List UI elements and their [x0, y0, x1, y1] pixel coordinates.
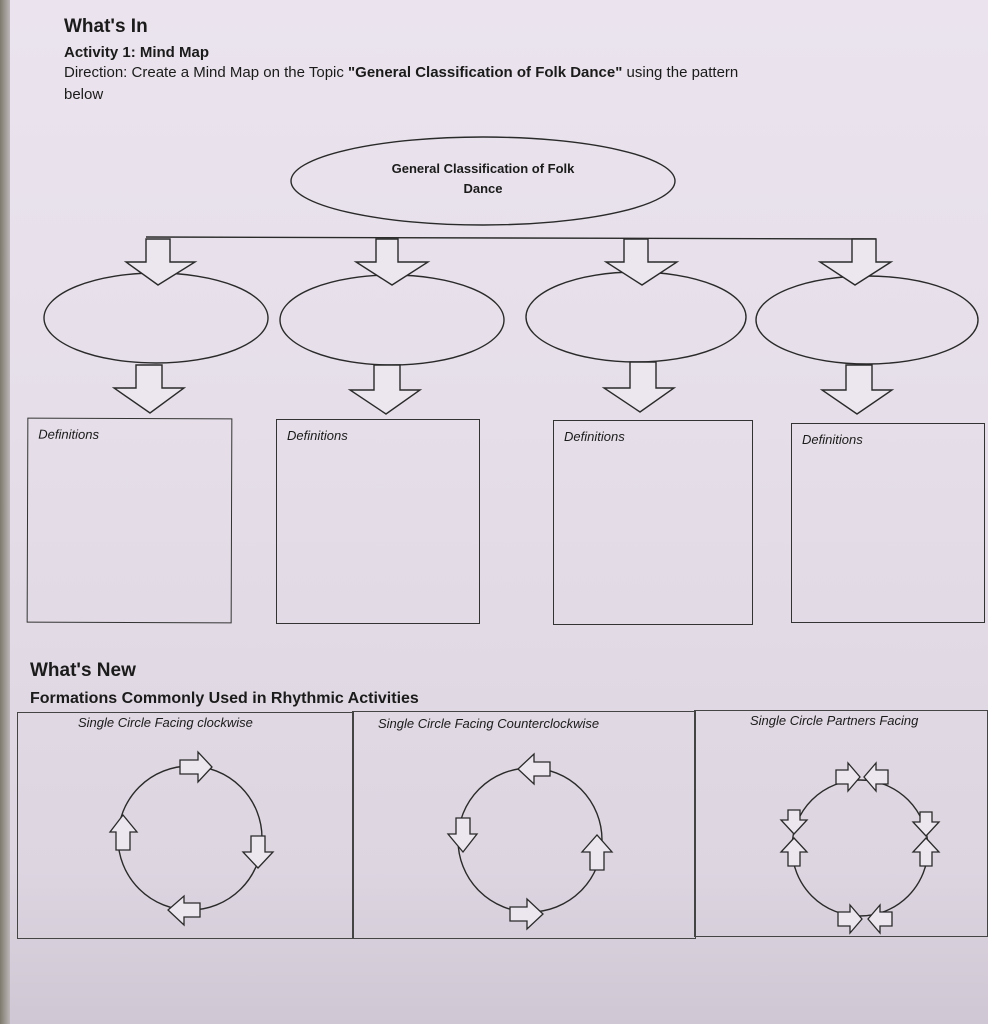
right-arrow-icon: [180, 752, 212, 782]
root-label-line2: Dance: [463, 181, 503, 196]
right-arrow-icon: [510, 899, 543, 929]
activity-title: Activity 1: Mind Map: [64, 44, 210, 61]
left-arrow-icon: [518, 754, 550, 784]
direction-suffix: using the pattern: [622, 64, 739, 81]
definitions-label: Definitions: [802, 432, 863, 447]
direction-prefix: Direction: Create a Mind Map on the Topic: [64, 64, 349, 81]
up-arrow-icon: [110, 815, 137, 850]
formation-label-2: Single Circle Facing Counterclockwise: [378, 716, 600, 731]
definitions-label: Definitions: [38, 426, 100, 442]
left-arrow-icon: [168, 896, 200, 925]
formation-circle-clockwise: [118, 766, 262, 910]
right-arrow-icon: [838, 905, 862, 933]
down-arrow-icon: [448, 818, 477, 852]
definitions-label: Definitions: [564, 429, 625, 444]
whats-in-heading: What's In: [64, 16, 148, 37]
whats-new-heading: What's New: [30, 660, 136, 681]
up-arrow-icon: [913, 838, 939, 866]
left-arrow-icon: [864, 763, 888, 791]
formations-subheading: Formations Commonly Used in Rhythmic Activities: [30, 690, 419, 707]
down-arrow-icon: [243, 836, 273, 868]
up-arrow-icon: [781, 838, 807, 866]
formation-label-3: Single Circle Partners Facing: [750, 713, 919, 728]
root-label-line1: General Classification of Folk: [391, 161, 575, 176]
direction-text-line2: below: [64, 86, 104, 103]
right-arrow-icon: [836, 763, 860, 791]
formation-label-1: Single Circle Facing clockwise: [78, 715, 253, 730]
up-arrow-icon: [582, 835, 612, 870]
formation-circle-partners: [792, 780, 928, 916]
direction-topic: "General Classification of Folk Dance": [348, 64, 623, 81]
formation-circle-counterclockwise: [458, 768, 602, 912]
down-arrow-icon: [913, 812, 939, 836]
down-arrow-icon: [781, 810, 807, 834]
definitions-label: Definitions: [287, 428, 348, 443]
